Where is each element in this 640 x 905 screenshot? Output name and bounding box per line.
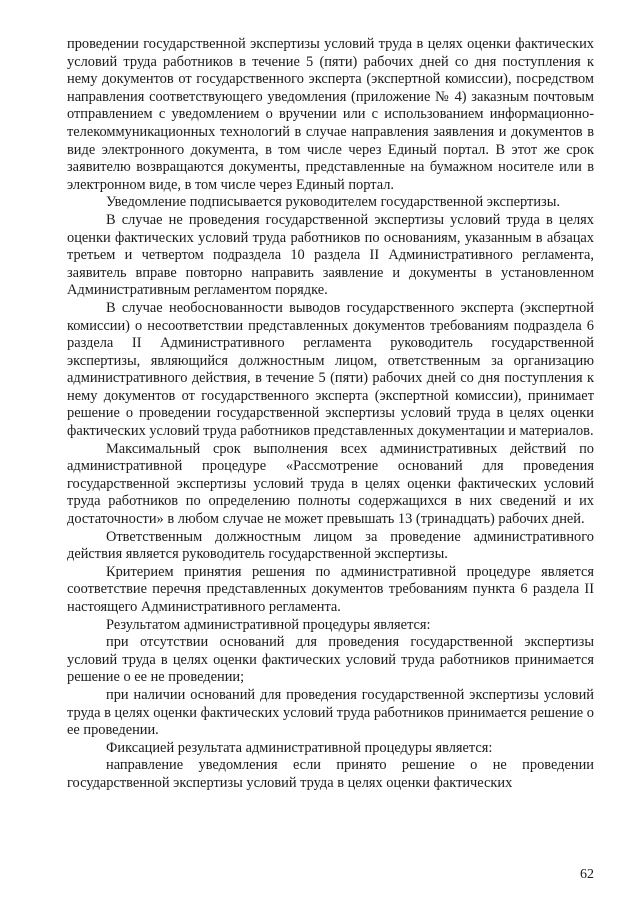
paragraph-result-fixation-heading: Фиксацией результата административной процедуры является: bbox=[106, 739, 493, 756]
paragraph-maximum-term: Максимальный срок выполнения всех административных действий по административной процедуре «Рассмотрение оснований для проведения государственной экспертизы условий труда в целях оценки фактических условий труда работников по определению полноты содержащихся в них сведений и их достаточности» в любом случае не может превышать 13 (тринадцать) рабочих дней. bbox=[67, 440, 594, 528]
paragraph-continuation: проведении государственной экспертизы условий труда в целях оценки фактических условий труда работников в течение 5 (пяти) рабочих дней со дня поступления к нему документов от государственного эксперта (экспертной комиссии), посредством направления соответствующего уведомления (приложение № 4) заказным почтовым отправлением с уведомлением о вручении или с использованием информационно-телекоммуникационных технологий в случае направления заявления и документов в виде электронного документа, в том числе через Единый портал. В этот же срок заявителю возвращаются документы, представленные на бумажном носителе или в электронном виде, в том числе через Единый портал. bbox=[67, 36, 594, 193]
paragraph-procedure-result-heading: Результатом административной процедуры является: bbox=[106, 616, 431, 633]
paragraph-repeat-application: В случае не проведения государственной экспертизы условий труда в целях оценки фактических условий труда работников по основаниям, указанным в абзацах третьем и четвертом подраздела 10 раздела II Административного регламента, заявитель вправе повторно направить заявление и документы в установленном Административным регламентом порядке. bbox=[67, 211, 594, 299]
paragraph-notice-signature: Уведомление подписывается руководителем государственной экспертизы. bbox=[106, 194, 560, 211]
paragraph-decision-criterion: Критерием принятия решения по административной процедуре является соответствие перечня представленных документов требованиям пункта 6 раздела II настоящего Административного регламента. bbox=[67, 563, 594, 615]
paragraph-unfounded-conclusions: В случае необоснованности выводов государственного эксперта (экспертной комиссии) о несоответствии представленных документов требованиям подраздела 6 раздела II Административного регламента руководитель государственной экспертизы, являющийся должностным лицом, ответственным за организацию административного действия, в течение 5 (пяти) рабочих дней со дня поступления к нему документов от государственного эксперта (экспертной комиссии), принимает решение о проведении государственной экспертизы условий труда в целях оценки фактических условий труда работников представленных документации и материалов. bbox=[67, 299, 594, 440]
paragraph-notice-sending: направление уведомления если принято решение о не проведении государственной экспертизы условий труда в целях оценки фактических bbox=[67, 757, 594, 791]
paragraph-responsible-official: Ответственным должностным лицом за проведение административного действия является руководитель государственной экспертизы. bbox=[67, 528, 594, 563]
paragraph-result-no-grounds: при отсутствии оснований для проведения государственной экспертизы условий труда в целях оценки фактических условий труда работников принимается решение о ее не проведении; bbox=[67, 634, 594, 686]
document-body bbox=[67, 36, 594, 793]
page-number: 62 bbox=[580, 867, 594, 882]
paragraph-result-grounds: при наличии оснований для проведения государственной экспертизы условий труда в целях оценки фактических условий труда работников принимается решение о ее проведении. bbox=[67, 686, 594, 739]
